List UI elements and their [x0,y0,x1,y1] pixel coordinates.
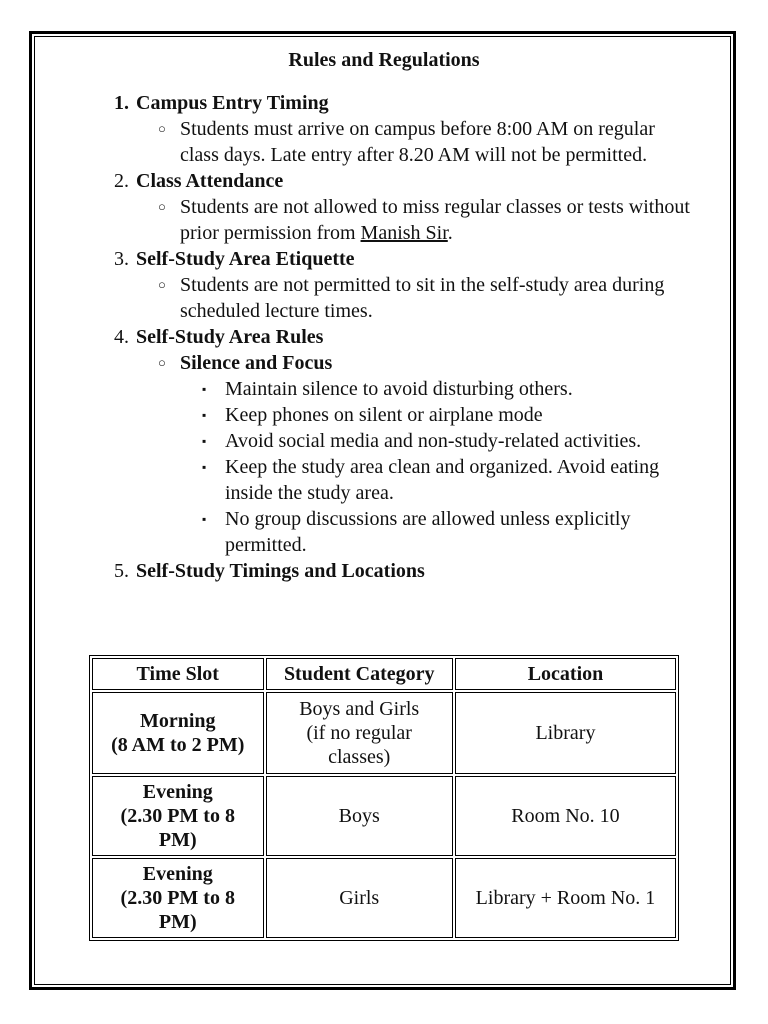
time-slot-cell [92,858,264,938]
slot-name: Evening [142,781,213,803]
manish-sir-link[interactable]: Manish Sir [360,222,448,244]
square-bullet-icon: ▪ [202,408,207,422]
list-item [200,376,694,402]
rule-text: Maintain silence to avoid disturbing others. [225,378,573,400]
rule-2 [114,168,694,194]
rule-1 [114,90,694,116]
rule-number: 2. [114,170,129,192]
slot-name: Morning [139,710,216,732]
rule-number: 1. [114,92,129,114]
rule-heading: Self-Study Area Etiquette [136,248,355,270]
page-title: Rules and Regulations [288,49,480,71]
list-item [200,428,694,454]
list-item [156,194,694,246]
list-item [156,272,694,324]
rule-text: Avoid social media and non-study-related activities. [225,430,642,452]
slot-hours: (2.30 PM to 8 PM) [120,805,235,851]
location-cell: Library [455,692,676,774]
table-row [92,776,676,856]
rule-text-prefix: Students are not allowed to miss regular classes or tests without prior permission from [180,196,690,244]
table-row [92,692,676,774]
rule-number: 4. [114,326,129,348]
list-item [156,116,694,168]
rules-list [114,90,694,584]
rule-text-suffix: . [447,222,453,244]
square-bullet-icon: ▪ [202,382,207,396]
rule-number: 3. [114,248,129,270]
rule-3 [114,246,694,272]
slot-name: Evening [142,863,213,885]
student-category-cell: Girls [266,858,453,938]
circle-bullet-icon: ○ [158,355,166,370]
rule-text: Students must arrive on campus before 8:00 AM on regular class days. Late entry after 8.20 AM will not be permitted. [180,118,655,166]
table-row [92,858,676,938]
rule-subheading: Silence and Focus [180,352,333,374]
list-item [200,454,694,506]
location-cell: Room No. 10 [455,776,676,856]
time-slot-cell [92,776,264,856]
time-slot-cell [92,692,264,774]
circle-bullet-icon: ○ [158,121,166,136]
rule-heading: Campus Entry Timing [136,92,329,114]
timings-table [89,655,679,941]
rule-heading: Self-Study Timings and Locations [136,560,425,582]
rule-text: No group discussions are allowed unless explicitly permitted. [225,508,631,556]
circle-bullet-icon: ○ [158,199,166,214]
student-category-cell: Boys and Girls (if no regular classes) [266,692,453,774]
column-header-time-slot: Time Slot [92,658,264,690]
circle-bullet-icon: ○ [158,277,166,292]
rule-number: 5. [114,560,129,582]
column-header-location: Location [455,658,676,690]
slot-hours: (2.30 PM to 8 PM) [120,887,235,933]
list-item [156,350,694,376]
student-category-cell: Boys [266,776,453,856]
rule-text: Keep the study area clean and organized. Avoid eating inside the study area. [225,456,660,504]
rule-text: Keep phones on silent or airplane mode [225,404,543,426]
square-bullet-icon: ▪ [202,512,207,526]
rule-text [180,194,694,246]
rule-heading: Class Attendance [136,170,284,192]
list-item [200,402,694,428]
rule-4 [114,324,694,350]
location-cell: Library + Room No. 1 [455,858,676,938]
column-header-student-category: Student Category [266,658,453,690]
square-bullet-icon: ▪ [202,434,207,448]
rule-heading: Self-Study Area Rules [136,326,324,348]
square-bullet-icon: ▪ [202,460,207,474]
list-item [200,506,694,558]
slot-hours: (8 AM to 2 PM) [111,734,245,756]
rule-5 [114,558,694,584]
table-header-row [92,658,676,690]
rule-text: Students are not permitted to sit in the self-study area during scheduled lecture times. [180,274,665,322]
